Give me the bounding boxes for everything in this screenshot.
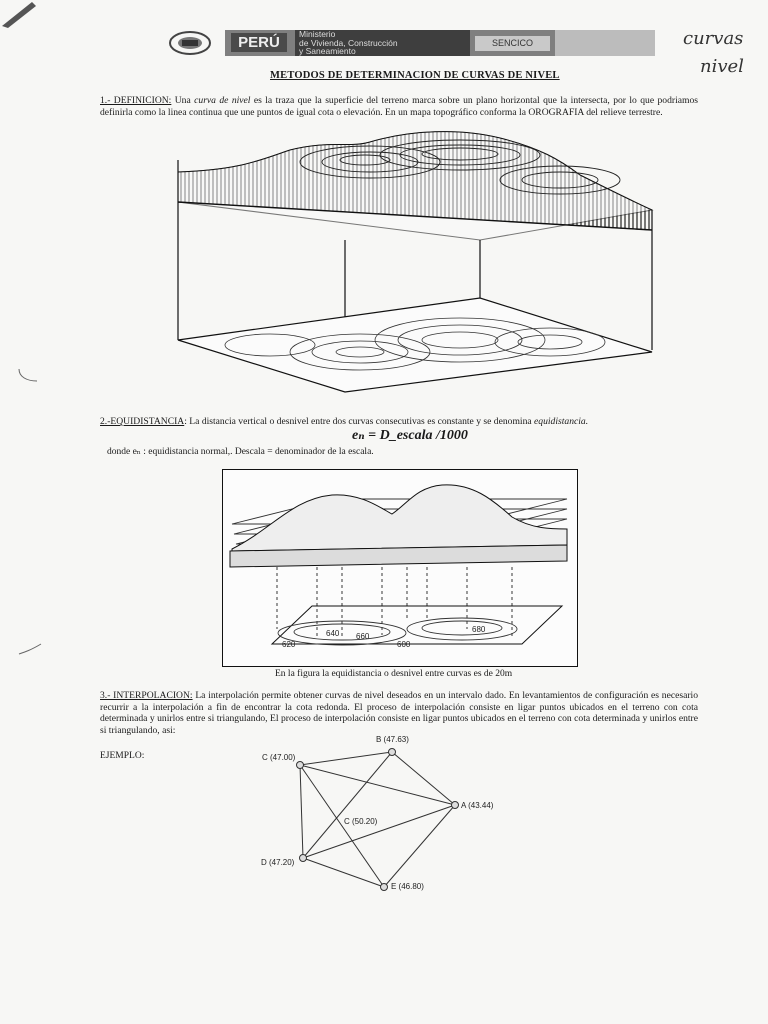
figure-caption: En la figura la equidistancia o desnivel entre curvas es de 20m — [275, 669, 513, 679]
section3-heading: 3.- INTERPOLACION: — [100, 690, 193, 701]
banner-pattern — [555, 30, 655, 56]
edge-d-c — [300, 765, 303, 858]
point-b-marker — [389, 749, 396, 756]
contour-label-680: 680 — [472, 625, 486, 634]
example-label: EJEMPLO: — [100, 751, 145, 761]
section2-heading: 2.-EQUIDISTANCIA — [100, 416, 185, 427]
point-center-label: C (50.20) — [344, 817, 378, 826]
section-interpolacion: 3.- INTERPOLACION: La interpolación permite obtener curvas de nivel deseados en un intervalo dado. En levantamientos de configuración es necesario recurrir a la interpolación a fin de encontrar la cota redonda. El proceso de interpolación consiste en ligar puntos ubicados en el terreno con cota determinada y unirlos entre si triangulando, El proceso de interpolación consiste en ligar puntos ubicados en el terreno con cota determinada y unirlos entre si triangulando, asi: — [100, 690, 698, 736]
country-label: PERÚ — [231, 33, 287, 52]
contour-label-600: 600 — [397, 640, 411, 649]
point-a-marker — [452, 802, 459, 809]
contour-label-620: 620 — [282, 640, 296, 649]
document-title: METODOS DE DETERMINACION DE CURVAS DE NIVEL — [270, 70, 560, 81]
point-c-label: C (47.00) — [262, 753, 296, 762]
edge-e-d — [303, 858, 384, 887]
section-equidistancia: 2.-EQUIDISTANCIA: La distancia vertical o desnivel entre dos curvas consecutivas es constante y se denomina equidistancia. — [100, 416, 589, 427]
handwritten-note-line1: curvas — [683, 28, 744, 49]
section1-heading: 1.- DEFINICION: — [100, 95, 172, 106]
section-definicion: 1.- DEFINICION: Una curva de nivel es la traza que la superficie del terreno marca sobre un plano horizontal que la intersecta, por lo que podriamos definirla como la linea continua que une puntos de igual cota o elevación. En un mapa topográfico conforma la OROGRAFIA del relieve terrestre. — [100, 95, 698, 118]
edge-c-b — [300, 752, 392, 765]
formula-legend: donde eₙ : equidistancia normal,. Descala = denominador de la escala. — [107, 447, 374, 457]
ministry-label: Ministerio de Vivienda, Construcción y Saneamiento — [295, 30, 470, 56]
contour-label-660: 660 — [356, 632, 370, 641]
agency-label: SENCICO — [475, 36, 550, 51]
point-e-marker — [381, 884, 388, 891]
terrain-3d-figure — [160, 130, 670, 400]
point-b-label: B (47.63) — [376, 735, 409, 744]
point-e-label: E (46.80) — [391, 882, 424, 891]
corner-mark — [0, 0, 40, 30]
handwritten-note-line2: nivel — [700, 56, 744, 77]
contour-label-640: 640 — [326, 629, 340, 638]
scan-mark — [15, 640, 45, 660]
point-a-label: A (43.44) — [461, 801, 494, 810]
point-c-marker — [297, 762, 304, 769]
equidistance-formula: eₙ = D_escala /1000 — [352, 428, 468, 443]
point-d-label: D (47.20) — [261, 858, 295, 867]
seal-logo — [168, 30, 212, 56]
header-banner — [225, 30, 655, 56]
point-d-marker — [300, 855, 307, 862]
triangulation-diagram — [250, 730, 530, 900]
scan-mark — [15, 365, 45, 385]
equidistance-figure — [222, 469, 578, 667]
